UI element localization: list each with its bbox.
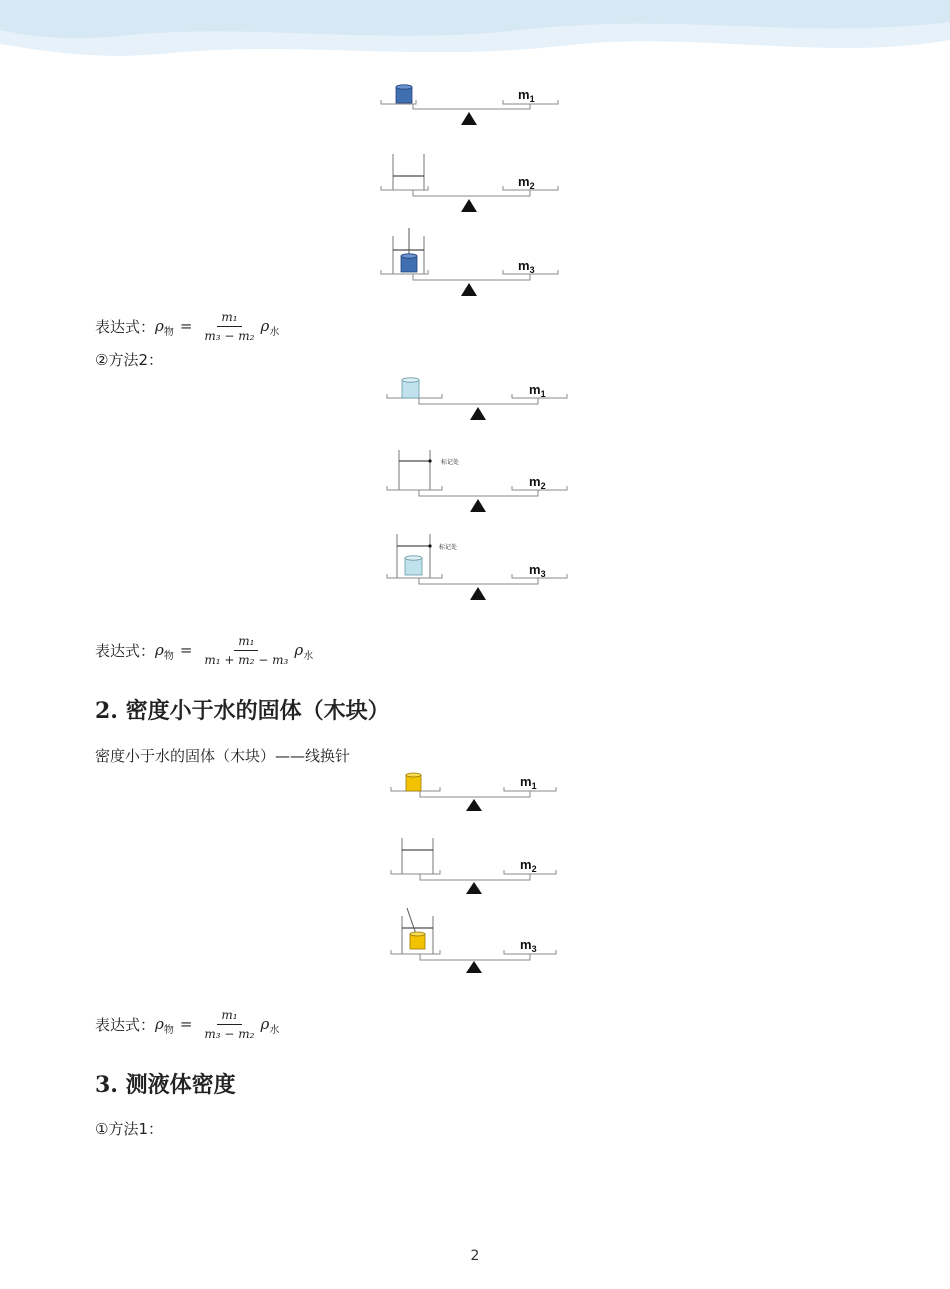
fraction-numerator: m₁ [217, 1008, 241, 1025]
mass-label-m1: m [520, 774, 532, 789]
heading-text: 测液体密度 [125, 1073, 236, 1098]
rho-subscript: 物 [163, 650, 174, 662]
fraction-denominator: m₃ − m₂ [204, 328, 255, 343]
fraction [200, 310, 258, 343]
mass-label-m2: m [529, 474, 541, 489]
expression-method2 [95, 630, 313, 670]
balance-diagram-method1-m1 [378, 82, 563, 130]
svg-text:m2: $m_2$ [529, 474, 546, 491]
rho-subscript: 物 [163, 326, 174, 338]
balance-diagram-wood-m1 [388, 771, 563, 815]
mark-label: 标记处 [441, 459, 460, 466]
heading-number: 2. [95, 698, 118, 724]
expression-prefix: 表达式： [95, 1015, 156, 1034]
rho-water-symbol: ρ [260, 1015, 270, 1033]
expression-prefix: 表达式： [95, 641, 156, 660]
expression-method1 [95, 306, 279, 346]
balance-diagram-method1-m2 [378, 152, 563, 216]
section-heading-3 [95, 1068, 236, 1099]
mass-label-m2: m [520, 857, 532, 872]
rho-symbol: ρ [155, 1015, 164, 1033]
svg-text:m1: $m_1$ [520, 774, 537, 791]
svg-text:m3: $m_3$ [518, 258, 535, 275]
mass-label-m2: m [518, 174, 530, 189]
equals-sign: = [179, 1015, 193, 1033]
fraction [200, 1008, 258, 1041]
balance-diagram-method2-m1 [384, 376, 574, 424]
light-blue-cylinder-icon [405, 556, 422, 575]
svg-text:m2: $m_2$ [520, 857, 537, 874]
rho-subscript: 物 [163, 1024, 174, 1036]
expression-wood [95, 1004, 279, 1044]
balance-diagram-method2-m2 [384, 448, 574, 514]
dark-blue-cylinder-icon [401, 254, 417, 272]
svg-text:m1: $m_1$ [518, 87, 535, 104]
header-wave-decoration [0, 0, 950, 70]
equals-sign: = [179, 317, 193, 335]
page-number: 2 [470, 1248, 480, 1264]
yellow-cylinder-icon [410, 932, 425, 949]
rho-water-subscript: 水 [269, 326, 280, 338]
balance-diagram-method1-m3 [378, 226, 563, 298]
yellow-cylinder-icon [406, 773, 421, 791]
svg-text:m3: $m_3$ [520, 937, 537, 954]
mass-label-m1: m [529, 382, 541, 397]
fraction-numerator: m₁ [234, 634, 258, 651]
balance-diagram-wood-m3 [388, 906, 563, 974]
method2-label: ②方法2： [95, 351, 163, 369]
section-2-subtitle: 密度小于水的固体（木块）——线换针 [95, 747, 351, 765]
light-blue-cylinder-icon [402, 378, 419, 398]
mass-label-m3: m [529, 562, 541, 577]
rho-water-subscript: 水 [269, 1024, 280, 1036]
rho-water-symbol: ρ [294, 641, 304, 659]
balance-diagram-wood-m2 [388, 836, 563, 896]
section-heading-2 [95, 694, 390, 725]
fraction-denominator: m₁ + m₂ − m₃ [204, 652, 289, 667]
mass-label-m3: m [518, 258, 530, 273]
dark-blue-cylinder-icon [396, 85, 412, 103]
expression-prefix: 表达式： [95, 317, 156, 336]
rho-water-subscript: 水 [303, 650, 314, 662]
balance-diagram-method2-m3 [384, 532, 574, 602]
rho-water-symbol: ρ [260, 317, 270, 335]
rho-symbol: ρ [155, 641, 164, 659]
fraction-numerator: m₁ [217, 310, 241, 327]
rho-symbol: ρ [155, 317, 164, 335]
fraction [200, 634, 292, 667]
mark-label: 标记处 [439, 544, 458, 551]
fraction-denominator: m₃ − m₂ [204, 1026, 255, 1041]
mass-label-m3: m [520, 937, 532, 952]
svg-text:m2: $m_2$ [518, 174, 535, 191]
heading-number: 3. [95, 1072, 118, 1098]
equals-sign: = [179, 641, 193, 659]
svg-text:m1: $m_1$ [529, 382, 546, 399]
svg-text:m3: $m_3$ [529, 562, 546, 579]
heading-text: 密度小于水的固体（木块） [125, 699, 390, 724]
mass-label-m1: m [518, 87, 530, 102]
method1-label: ①方法1： [95, 1120, 163, 1138]
